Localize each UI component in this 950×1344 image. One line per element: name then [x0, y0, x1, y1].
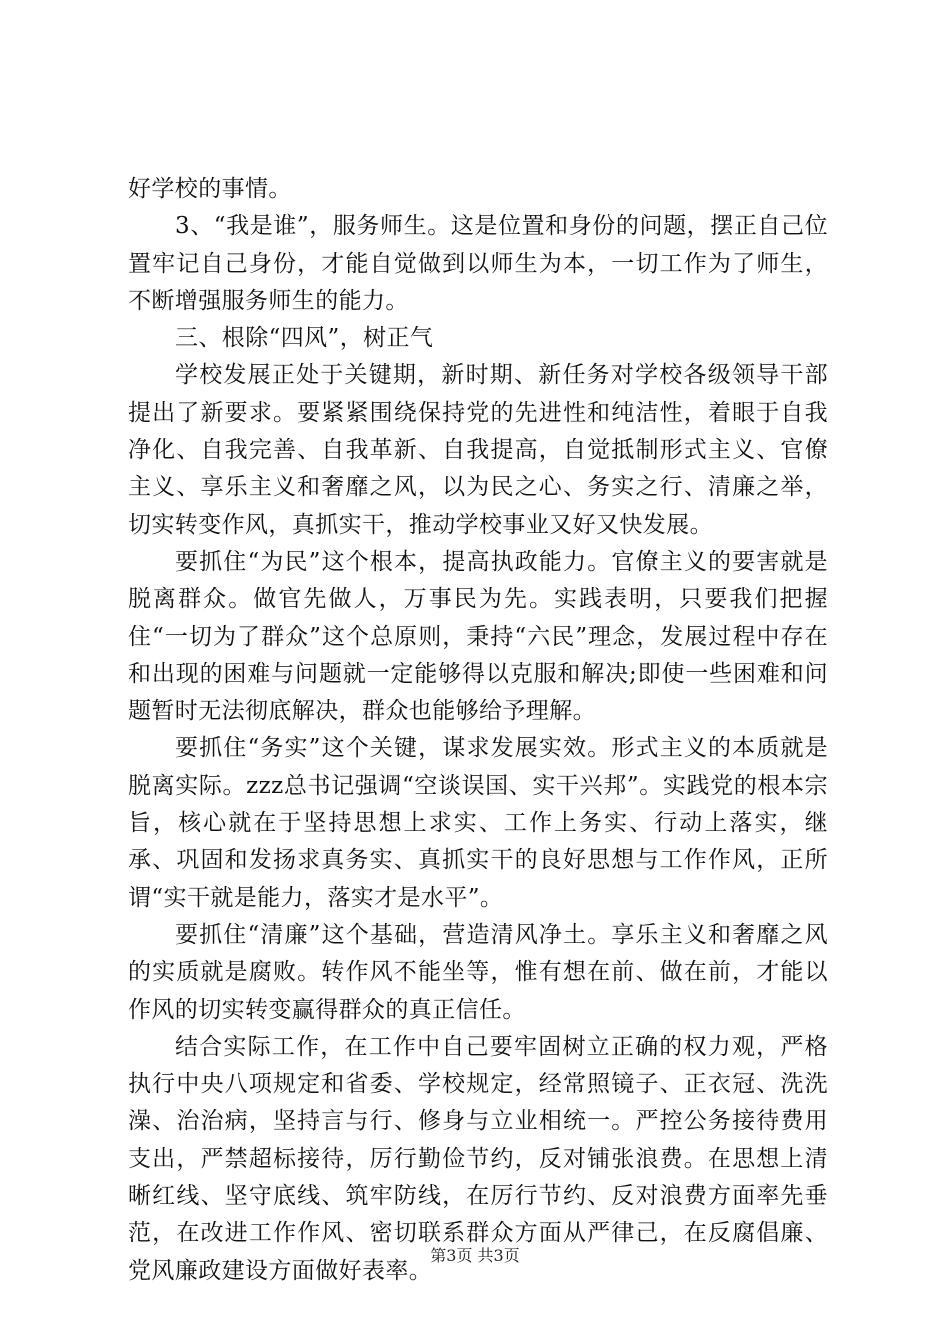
paragraph-2: 3、“我是谁”，服务师生。这是位置和身份的问题，摆正自己位置牢记自己身份，才能自觉做到以师生为本，一切工作为了师生，不断增强服务师生的能力。: [128, 213, 828, 314]
paragraph-5: 要抓住“为民”这个根本，提高执政能力。官僚主义的要害就是脱离群众。做官先做人，万事民为先。实践表明，只要我们把握住“一切为了群众”这个总原则，秉持“六民”理念，发展过程中存在和出现的困难与问题就一定能够得以克服和解决;即使一些困难和问题暂时无法彻底解决，群众也能够给予理解。: [128, 548, 828, 725]
paragraph-8: 结合实际工作，在工作中自己要牢固树立正确的权力观，严格执行中央八项规定和省委、学校规定，经常照镜子、正衣冠、洗洗澡、治治病，坚持言与行、修身与立业相统一。严控公务接待费用支出，严禁超标接待，厉行勤俭节约，反对铺张浪费。在思想上清晰红线、坚守底线、筑牢防线，在厉行节约、反对浪费方面率先垂范，在改进工作作风、密切联系群众方面从严律己，在反腐倡廉、党风廉政建设方面做好表率。: [128, 1033, 828, 1284]
paragraph-7: 要抓住“清廉”这个基础，营造清风净土。享乐主义和奢靡之风的实质就是腐败。转作风不能坐等，惟有想在前、做在前，才能以作风的切实转变赢得群众的真正信任。: [128, 921, 828, 1023]
document-body: [128, 171, 828, 1290]
page-footer: 第3页 共3页: [430, 1246, 520, 1265]
paragraph-4: 学校发展正处于关键期，新时期、新任务对学校各级领导干部提出了新要求。要紧紧围绕保持党的先进性和纯洁性，着眼于自我净化、自我完善、自我革新、自我提高，自觉抵制形式主义、官僚主义、享乐主义和奢靡之风，以为民之心、务实之行、清廉之举，切实转变作风，真抓实干，推动学校事业又好又快发展。: [128, 362, 828, 538]
paragraph-1: 好学校的事情。: [128, 176, 292, 202]
section-heading: 三、根除“四风”，树正气: [175, 325, 434, 352]
paragraph-6: 要抓住“务实”这个关键，谋求发展实效。形式主义的本质就是脱离实际。zzz总书记强调“空谈误国、实干兴邦”。实践党的根本宗旨，核心就在于坚持思想上求实、工作上务实、行动上落实，继承、巩固和发扬求真务实、真抓实干的良好思想与工作作风，正所谓“实干就是能力，落实才是水平”。: [128, 735, 828, 911]
